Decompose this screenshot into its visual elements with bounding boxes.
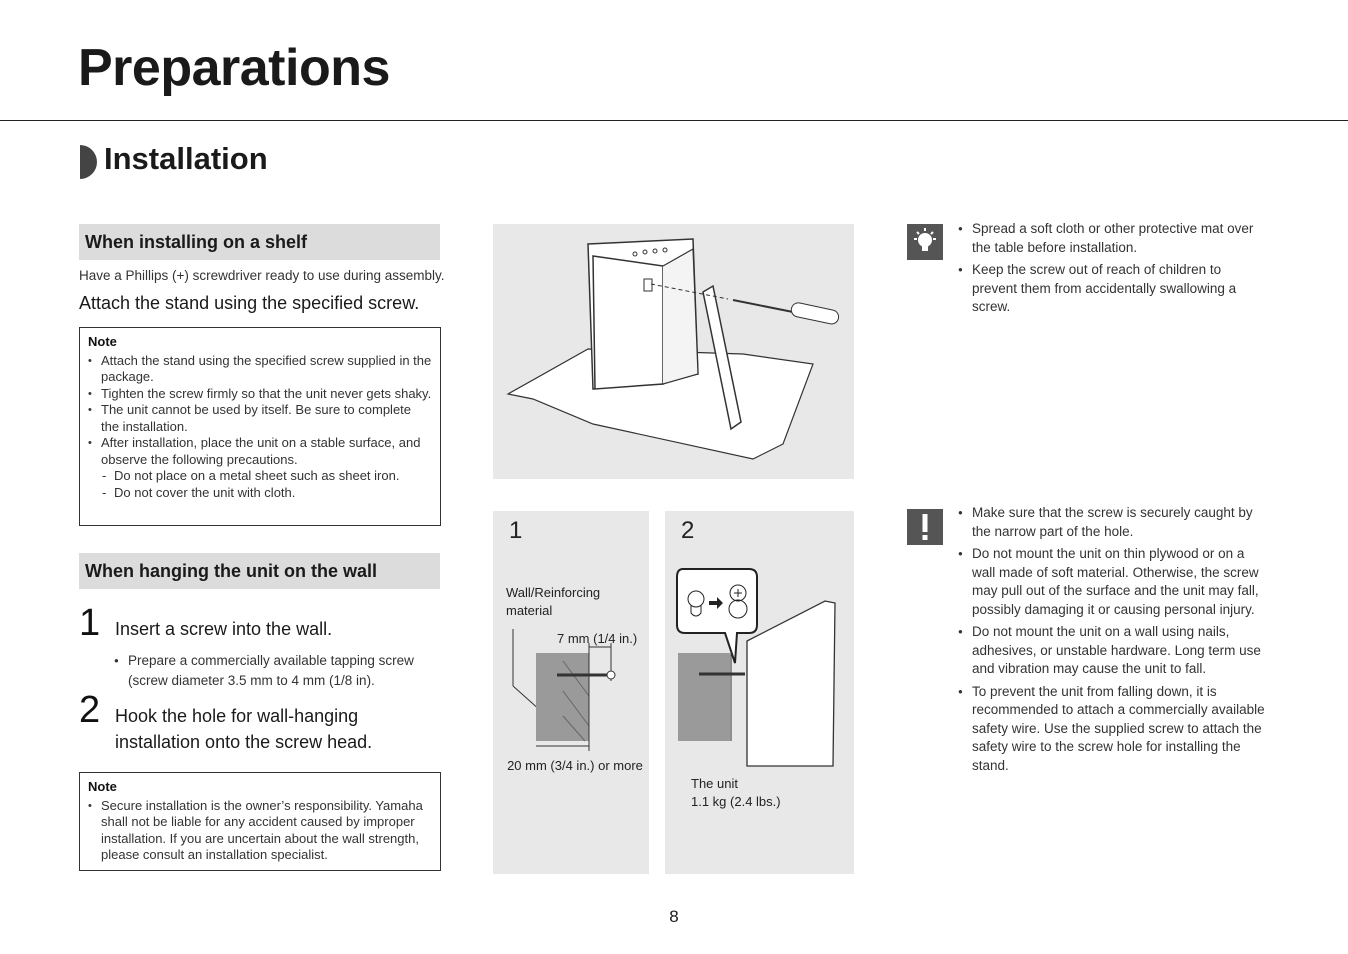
shelf-heading: When installing on a shelf (79, 224, 440, 260)
note-item: • Attach the stand using the specified screw supplied in the package. (88, 353, 432, 386)
section-title: Installation (104, 141, 268, 176)
step-text: Hook the hole for wall-hanging installation onto the screw head. (115, 706, 373, 752)
tips-list (958, 220, 1268, 321)
tip-item: ● Spread a soft cloth or other protective mat over the table before installation. (958, 220, 1268, 257)
unit-weight-label: 1.1 kg (2.4 lbs.) (691, 794, 781, 809)
figure-panel-2 (665, 511, 854, 874)
note-sub-item: - Do not place on a metal sheet such as sheet iron. (88, 468, 432, 485)
lightbulb-icon (907, 224, 943, 260)
exclamation-icon (907, 509, 943, 545)
page-title: Preparations (78, 39, 390, 97)
screw-depth-label: 7 mm (1/4 in.) (557, 631, 638, 646)
wall-material-label: Wall/Reinforcing material (506, 585, 601, 618)
caution-item: ● Do not mount the unit on thin plywood or on a wall made of soft material. Otherwise, the screw may pull out of the surface and the unit may fall, possibly damaging it or causing personal injury. (958, 545, 1270, 619)
note-item: • After installation, place the unit on a stable surface, and observe the following precautions. (88, 435, 432, 468)
note-item: • Tighten the screw firmly so that the unit never gets shaky. (88, 386, 432, 403)
caution-item: ● Do not mount the unit on a wall using nails, adhesives, or unstable hardware. Long term use and vibration may cause the unit to fall. (958, 623, 1270, 679)
shelf-illustration-panel (493, 224, 854, 479)
wall-heading: When hanging the unit on the wall (79, 553, 440, 589)
shelf-instruction: Attach the stand using the specified screw. (79, 293, 420, 313)
title-divider (0, 120, 1348, 121)
wall-hanging-diagram (665, 561, 854, 771)
step-number: 2 (79, 689, 101, 731)
step-text: Insert a screw into the wall. (115, 619, 333, 639)
note-title: Note (88, 334, 117, 349)
shelf-note-box (79, 327, 441, 526)
wall-note-box (79, 772, 441, 871)
shelf-tool-note: Have a Phillips (+) screwdriver ready to use during assembly. (79, 268, 445, 283)
note-sub-item: - Do not cover the unit with cloth. (88, 485, 432, 502)
figure-panel-1 (493, 511, 649, 874)
section-marker-icon (80, 145, 97, 179)
cautions-list (958, 504, 1270, 779)
unit-label: The unit (691, 776, 738, 791)
panel-number: 1 (509, 517, 523, 544)
step-bullet: ● Prepare a commercially available tapping screw (screw diameter 3.5 mm to 4 mm (1/8 in). (114, 651, 454, 691)
note-title: Note (88, 779, 117, 794)
note-item: • The unit cannot be used by itself. Be sure to complete the installation. (88, 402, 432, 435)
stand-assembly-illustration (493, 224, 854, 479)
note-item: • Secure installation is the owner’s responsibility. Yamaha shall not be liable for any accident caused by improper installation. If you are uncertain about the wall strength, please consult an installation specialist. (88, 798, 432, 864)
caution-item: ● To prevent the unit from falling down, it is recommended to attach a commercially available safety wire. Use the supplied screw to attach the safety wire to the screw hole for installing the stand. (958, 683, 1270, 776)
wall-screw-diagram (493, 621, 649, 771)
wall-thickness-label: 20 mm (3/4 in.) or more (507, 758, 643, 773)
panel-number: 2 (681, 517, 695, 544)
tip-item: ● Keep the screw out of reach of children to prevent them from accidentally swallowing a screw. (958, 261, 1268, 317)
step-number: 1 (79, 602, 101, 644)
page-number: 8 (669, 907, 679, 926)
caution-item: ● Make sure that the screw is securely caught by the narrow part of the hole. (958, 504, 1270, 541)
